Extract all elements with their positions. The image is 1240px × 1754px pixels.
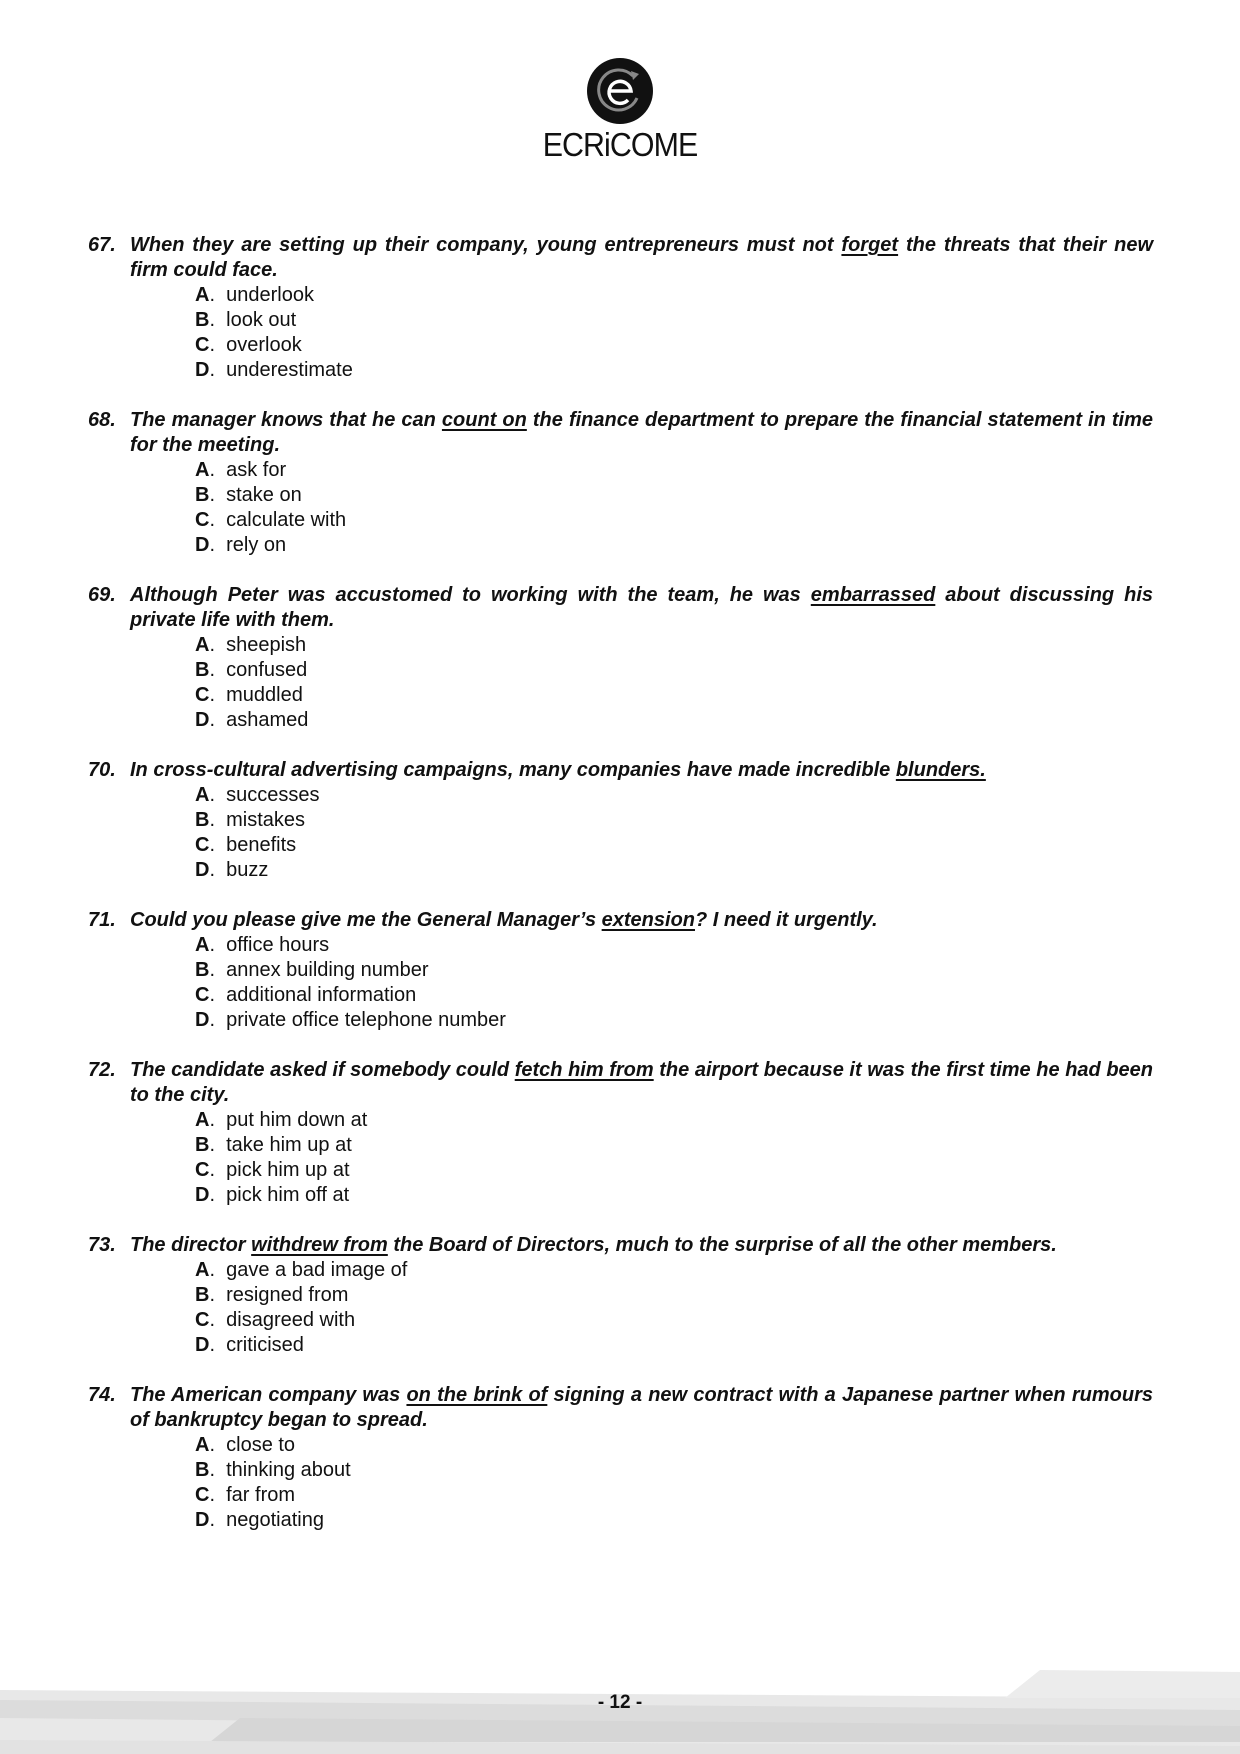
question-text-after: the threats that their new firm could face. xyxy=(130,234,1154,281)
option-letter: B xyxy=(195,309,210,331)
answer-options xyxy=(195,283,1153,383)
option-letter: D xyxy=(195,359,210,381)
option-letter: C xyxy=(195,834,210,856)
option-text: far from xyxy=(226,1484,296,1506)
option-text: office hours xyxy=(226,934,330,956)
option-text: ask for xyxy=(226,459,287,481)
question-text-before: The American company was xyxy=(130,1384,407,1406)
question-item xyxy=(88,233,1153,383)
option-letter: A xyxy=(195,1109,210,1131)
option-text: underlook xyxy=(226,284,314,306)
option-letter: D xyxy=(195,859,210,881)
page-number: - 12 - xyxy=(597,1692,643,1713)
option-text: pick him up at xyxy=(226,1159,350,1181)
answer-options xyxy=(195,1108,1153,1208)
option-letter: B xyxy=(195,659,210,681)
option-letter: A xyxy=(195,1434,210,1456)
answer-option: A. gave a bad image of xyxy=(195,1259,408,1281)
question-text-before: The manager knows that he can xyxy=(130,409,442,431)
option-letter: C xyxy=(195,684,210,706)
option-text: calculate with xyxy=(226,509,347,531)
question-text-before: When they are setting up their company, young entrepreneurs must not xyxy=(130,234,842,256)
question-item xyxy=(88,1383,1153,1533)
option-letter: B xyxy=(195,1134,210,1156)
option-text: close to xyxy=(226,1434,296,1456)
answer-option: C. far from xyxy=(195,1484,296,1506)
answer-option: B. thinking about xyxy=(195,1459,351,1481)
answer-option: A. put him down at xyxy=(195,1109,368,1131)
underlined-term: forget xyxy=(841,234,899,256)
option-letter: C xyxy=(195,1309,210,1331)
question-number: 67. xyxy=(88,234,116,256)
answer-option: A. successes xyxy=(195,784,320,806)
question-number: 69. xyxy=(88,584,116,606)
answer-option: D. underestimate xyxy=(195,359,353,381)
option-letter: D xyxy=(195,709,210,731)
answer-options xyxy=(195,633,1153,733)
question-text xyxy=(130,583,1153,633)
answer-options xyxy=(195,783,1153,883)
question-text-after: the airport because it was the first time he had been to the city. xyxy=(130,1059,1154,1106)
answer-option: B. resigned from xyxy=(195,1284,349,1306)
option-letter: C xyxy=(195,984,210,1006)
option-letter: A xyxy=(195,1259,210,1281)
answer-option: C. calculate with xyxy=(195,509,347,531)
option-letter: B xyxy=(195,1284,210,1306)
option-letter: D xyxy=(195,1334,210,1356)
option-text: successes xyxy=(226,784,320,806)
question-text-before: In cross-cultural advertising campaigns, many companies have made incredible xyxy=(130,759,896,781)
question-item xyxy=(88,1058,1153,1208)
option-text: take him up at xyxy=(226,1134,352,1156)
answer-option: D. pick him off at xyxy=(195,1184,350,1206)
option-letter: D xyxy=(195,1009,210,1031)
option-letter: C xyxy=(195,334,210,356)
option-text: negotiating xyxy=(226,1509,324,1531)
answer-option: D. negotiating xyxy=(195,1509,324,1531)
answer-options xyxy=(195,1433,1153,1533)
option-letter: A xyxy=(195,634,210,656)
underlined-term: on the brink of xyxy=(406,1384,548,1406)
option-text: buzz xyxy=(226,859,269,881)
question-item xyxy=(88,583,1153,733)
option-letter: C xyxy=(195,1484,210,1506)
option-letter: B xyxy=(195,959,210,981)
question-number: 73. xyxy=(88,1234,116,1256)
option-text: look out xyxy=(226,309,297,331)
question-number: 74. xyxy=(88,1384,116,1406)
question-number: 71. xyxy=(88,909,116,931)
option-text: benefits xyxy=(226,834,297,856)
answer-option: C. additional information xyxy=(195,984,417,1006)
answer-option: B. confused xyxy=(195,659,308,681)
option-text: overlook xyxy=(226,334,302,356)
underlined-term: extension xyxy=(601,909,695,931)
option-letter: B xyxy=(195,1459,210,1481)
question-number: 68. xyxy=(88,409,116,431)
answer-option: B. stake on xyxy=(195,484,302,506)
underlined-term: withdrew from xyxy=(251,1234,388,1256)
option-text: private office telephone number xyxy=(226,1009,506,1031)
option-letter: A xyxy=(195,284,210,306)
question-item xyxy=(88,1233,1153,1358)
option-text: confused xyxy=(226,659,308,681)
option-text: thinking about xyxy=(226,1459,351,1481)
question-text xyxy=(130,1058,1153,1108)
answer-option: C. muddled xyxy=(195,684,303,706)
logo-text: ECRiCOME xyxy=(542,126,698,163)
option-text: criticised xyxy=(226,1334,304,1356)
option-text: resigned from xyxy=(226,1284,349,1306)
option-text: put him down at xyxy=(226,1109,368,1131)
answer-option: B. look out xyxy=(195,309,297,331)
answer-options xyxy=(195,933,1153,1033)
option-letter: D xyxy=(195,534,210,556)
answer-options xyxy=(195,458,1153,558)
answer-option: C. benefits xyxy=(195,834,297,856)
question-text-before: The director xyxy=(130,1234,252,1256)
question-text xyxy=(130,408,1153,458)
question-text-after: ? I need it urgently. xyxy=(695,909,878,931)
option-text: muddled xyxy=(226,684,303,706)
option-text: sheepish xyxy=(226,634,307,656)
question-text-after: the Board of Directors, much to the surprise of all the other members. xyxy=(387,1234,1057,1256)
option-text: ashamed xyxy=(226,709,309,731)
answer-option: A. underlook xyxy=(195,284,314,306)
underlined-term: fetch him from xyxy=(514,1059,654,1081)
option-text: underestimate xyxy=(226,359,353,381)
question-list xyxy=(88,233,1153,1558)
question-text xyxy=(130,233,1153,283)
answer-option: C. disagreed with xyxy=(195,1309,356,1331)
option-letter: C xyxy=(195,1159,210,1181)
question-text xyxy=(130,1233,1153,1258)
answer-option: D. criticised xyxy=(195,1334,304,1356)
question-item xyxy=(88,908,1153,1033)
question-text-after: signing a new contract with a Japanese partner when rumours of bankruptcy began to spread. xyxy=(130,1384,1153,1431)
underlined-term: count on xyxy=(441,409,527,431)
option-text: gave a bad image of xyxy=(226,1259,408,1281)
option-text: mistakes xyxy=(226,809,306,831)
underlined-term: blunders. xyxy=(895,759,986,781)
option-text: pick him off at xyxy=(226,1184,350,1206)
answer-option: B. take him up at xyxy=(195,1134,352,1156)
answer-option: B. mistakes xyxy=(195,809,306,831)
question-number: 70. xyxy=(88,759,116,781)
question-text-after: about discussing his private life with them. xyxy=(130,584,1153,631)
logo-e-icon xyxy=(587,58,653,124)
question-number: 72. xyxy=(88,1059,116,1081)
option-text: disagreed with xyxy=(226,1309,356,1331)
answer-option: B. annex building number xyxy=(195,959,429,981)
answer-option: A. office hours xyxy=(195,934,330,956)
answer-option: D. rely on xyxy=(195,534,287,556)
ecricome-logo xyxy=(0,58,1240,164)
underlined-term: embarrassed xyxy=(810,584,936,606)
question-text xyxy=(130,758,1153,783)
answer-option: D. ashamed xyxy=(195,709,309,731)
option-letter: A xyxy=(195,784,210,806)
answer-option: C. pick him up at xyxy=(195,1159,350,1181)
option-letter: A xyxy=(195,459,210,481)
option-letter: A xyxy=(195,934,210,956)
answer-option: A. sheepish xyxy=(195,634,307,656)
option-text: stake on xyxy=(226,484,302,506)
question-text xyxy=(130,1383,1153,1433)
question-text-before: The candidate asked if somebody could xyxy=(130,1059,515,1081)
answer-option: A. ask for xyxy=(195,459,287,481)
answer-option: C. overlook xyxy=(195,334,302,356)
option-text: additional information xyxy=(226,984,417,1006)
option-text: annex building number xyxy=(226,959,429,981)
question-text xyxy=(130,908,1153,933)
answer-option: D. buzz xyxy=(195,859,269,881)
question-text-before: Although Peter was accustomed to working with the team, he was xyxy=(130,584,811,606)
option-letter: B xyxy=(195,809,210,831)
option-letter: C xyxy=(195,509,210,531)
question-text-before: Could you please give me the General Manager’s xyxy=(130,909,602,931)
option-text: rely on xyxy=(226,534,287,556)
question-text-after: the finance department to prepare the financial statement in time for the meeting. xyxy=(130,409,1153,456)
option-letter: B xyxy=(195,484,210,506)
answer-option: A. close to xyxy=(195,1434,296,1456)
option-letter: D xyxy=(195,1184,210,1206)
question-item xyxy=(88,408,1153,558)
question-item xyxy=(88,758,1153,883)
answer-option: D. private office telephone number xyxy=(195,1009,506,1031)
option-letter: D xyxy=(195,1509,210,1531)
answer-options xyxy=(195,1258,1153,1358)
